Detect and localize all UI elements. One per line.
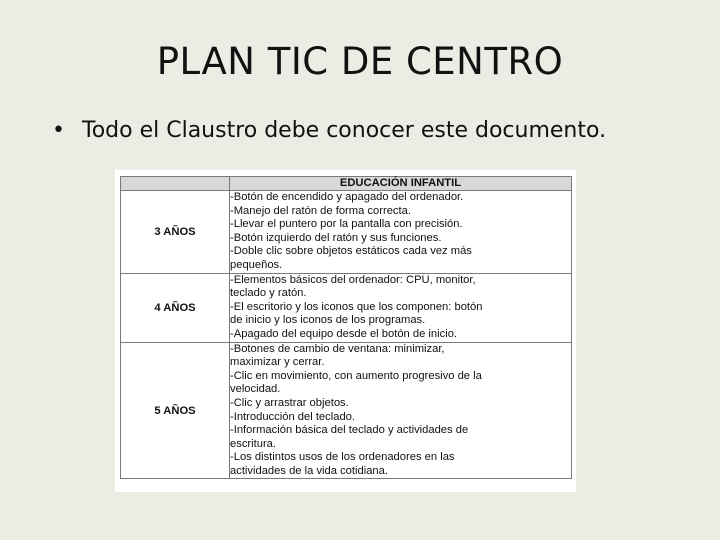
content-line: -Botón de encendido y apagado del ordenador.	[230, 191, 464, 203]
slide-title: PLAN TIC DE CENTRO	[156, 40, 564, 83]
age-cell: 5 AÑOS	[121, 342, 230, 479]
content-line: -Información básica del teclado y actividades de	[230, 424, 469, 437]
table-header-title: EDUCACIÓN INFANTIL	[230, 177, 572, 191]
content-line: -El escritorio y los iconos que los componen: botón	[230, 300, 483, 313]
content-line: teclado y ratón.	[230, 287, 307, 300]
content-line: de inicio y los iconos de los programas.	[230, 314, 426, 327]
content-line: -Manejo del ratón de forma correcta.	[230, 204, 411, 217]
table-header-blank-cell	[121, 177, 230, 191]
content-line: -Elementos básicos del ordenador: CPU, monitor,	[230, 273, 476, 286]
content-line: -Botones de cambio de ventana: minimizar,	[230, 342, 445, 355]
content-cell	[230, 342, 572, 479]
content-cell	[230, 273, 572, 342]
bullet-item	[52, 118, 606, 143]
content-cell	[230, 191, 572, 274]
table-row	[121, 191, 572, 274]
table-header-row	[121, 177, 572, 191]
content-line: -Apagado del equipo desde el botón de inicio.	[230, 327, 458, 340]
content-line: escritura.	[230, 437, 277, 450]
bullet-text: Todo el Claustro debe conocer este documento.	[82, 118, 607, 143]
content-line: velocidad.	[230, 383, 281, 396]
age-cell: 4 AÑOS	[121, 273, 230, 342]
content-line: -Llevar el puntero por la pantalla con precisión.	[230, 218, 463, 231]
content-line: -Introducción del teclado.	[230, 410, 356, 423]
content-line: -Clic en movimiento, con aumento progresivo de la	[230, 369, 482, 382]
table-row	[121, 273, 572, 342]
content-line: actividades de la vida cotidiana.	[230, 464, 388, 477]
content-line: maximizar y cerrar.	[230, 356, 325, 369]
content-line: -Botón izquierdo del ratón y sus funciones.	[230, 231, 442, 244]
table-row	[121, 342, 572, 479]
curriculum-table	[120, 176, 572, 479]
age-cell: 3 AÑOS	[121, 191, 230, 274]
curriculum-table-image	[115, 170, 576, 492]
content-line: -Clic y arrastrar objetos.	[230, 396, 349, 409]
bullet-symbol: •	[52, 118, 65, 143]
content-line: -Doble clic sobre objetos estáticos cada vez más	[230, 245, 472, 258]
content-line: -Los distintos usos de los ordenadores en las	[230, 451, 455, 464]
content-line: pequeños.	[230, 258, 283, 271]
